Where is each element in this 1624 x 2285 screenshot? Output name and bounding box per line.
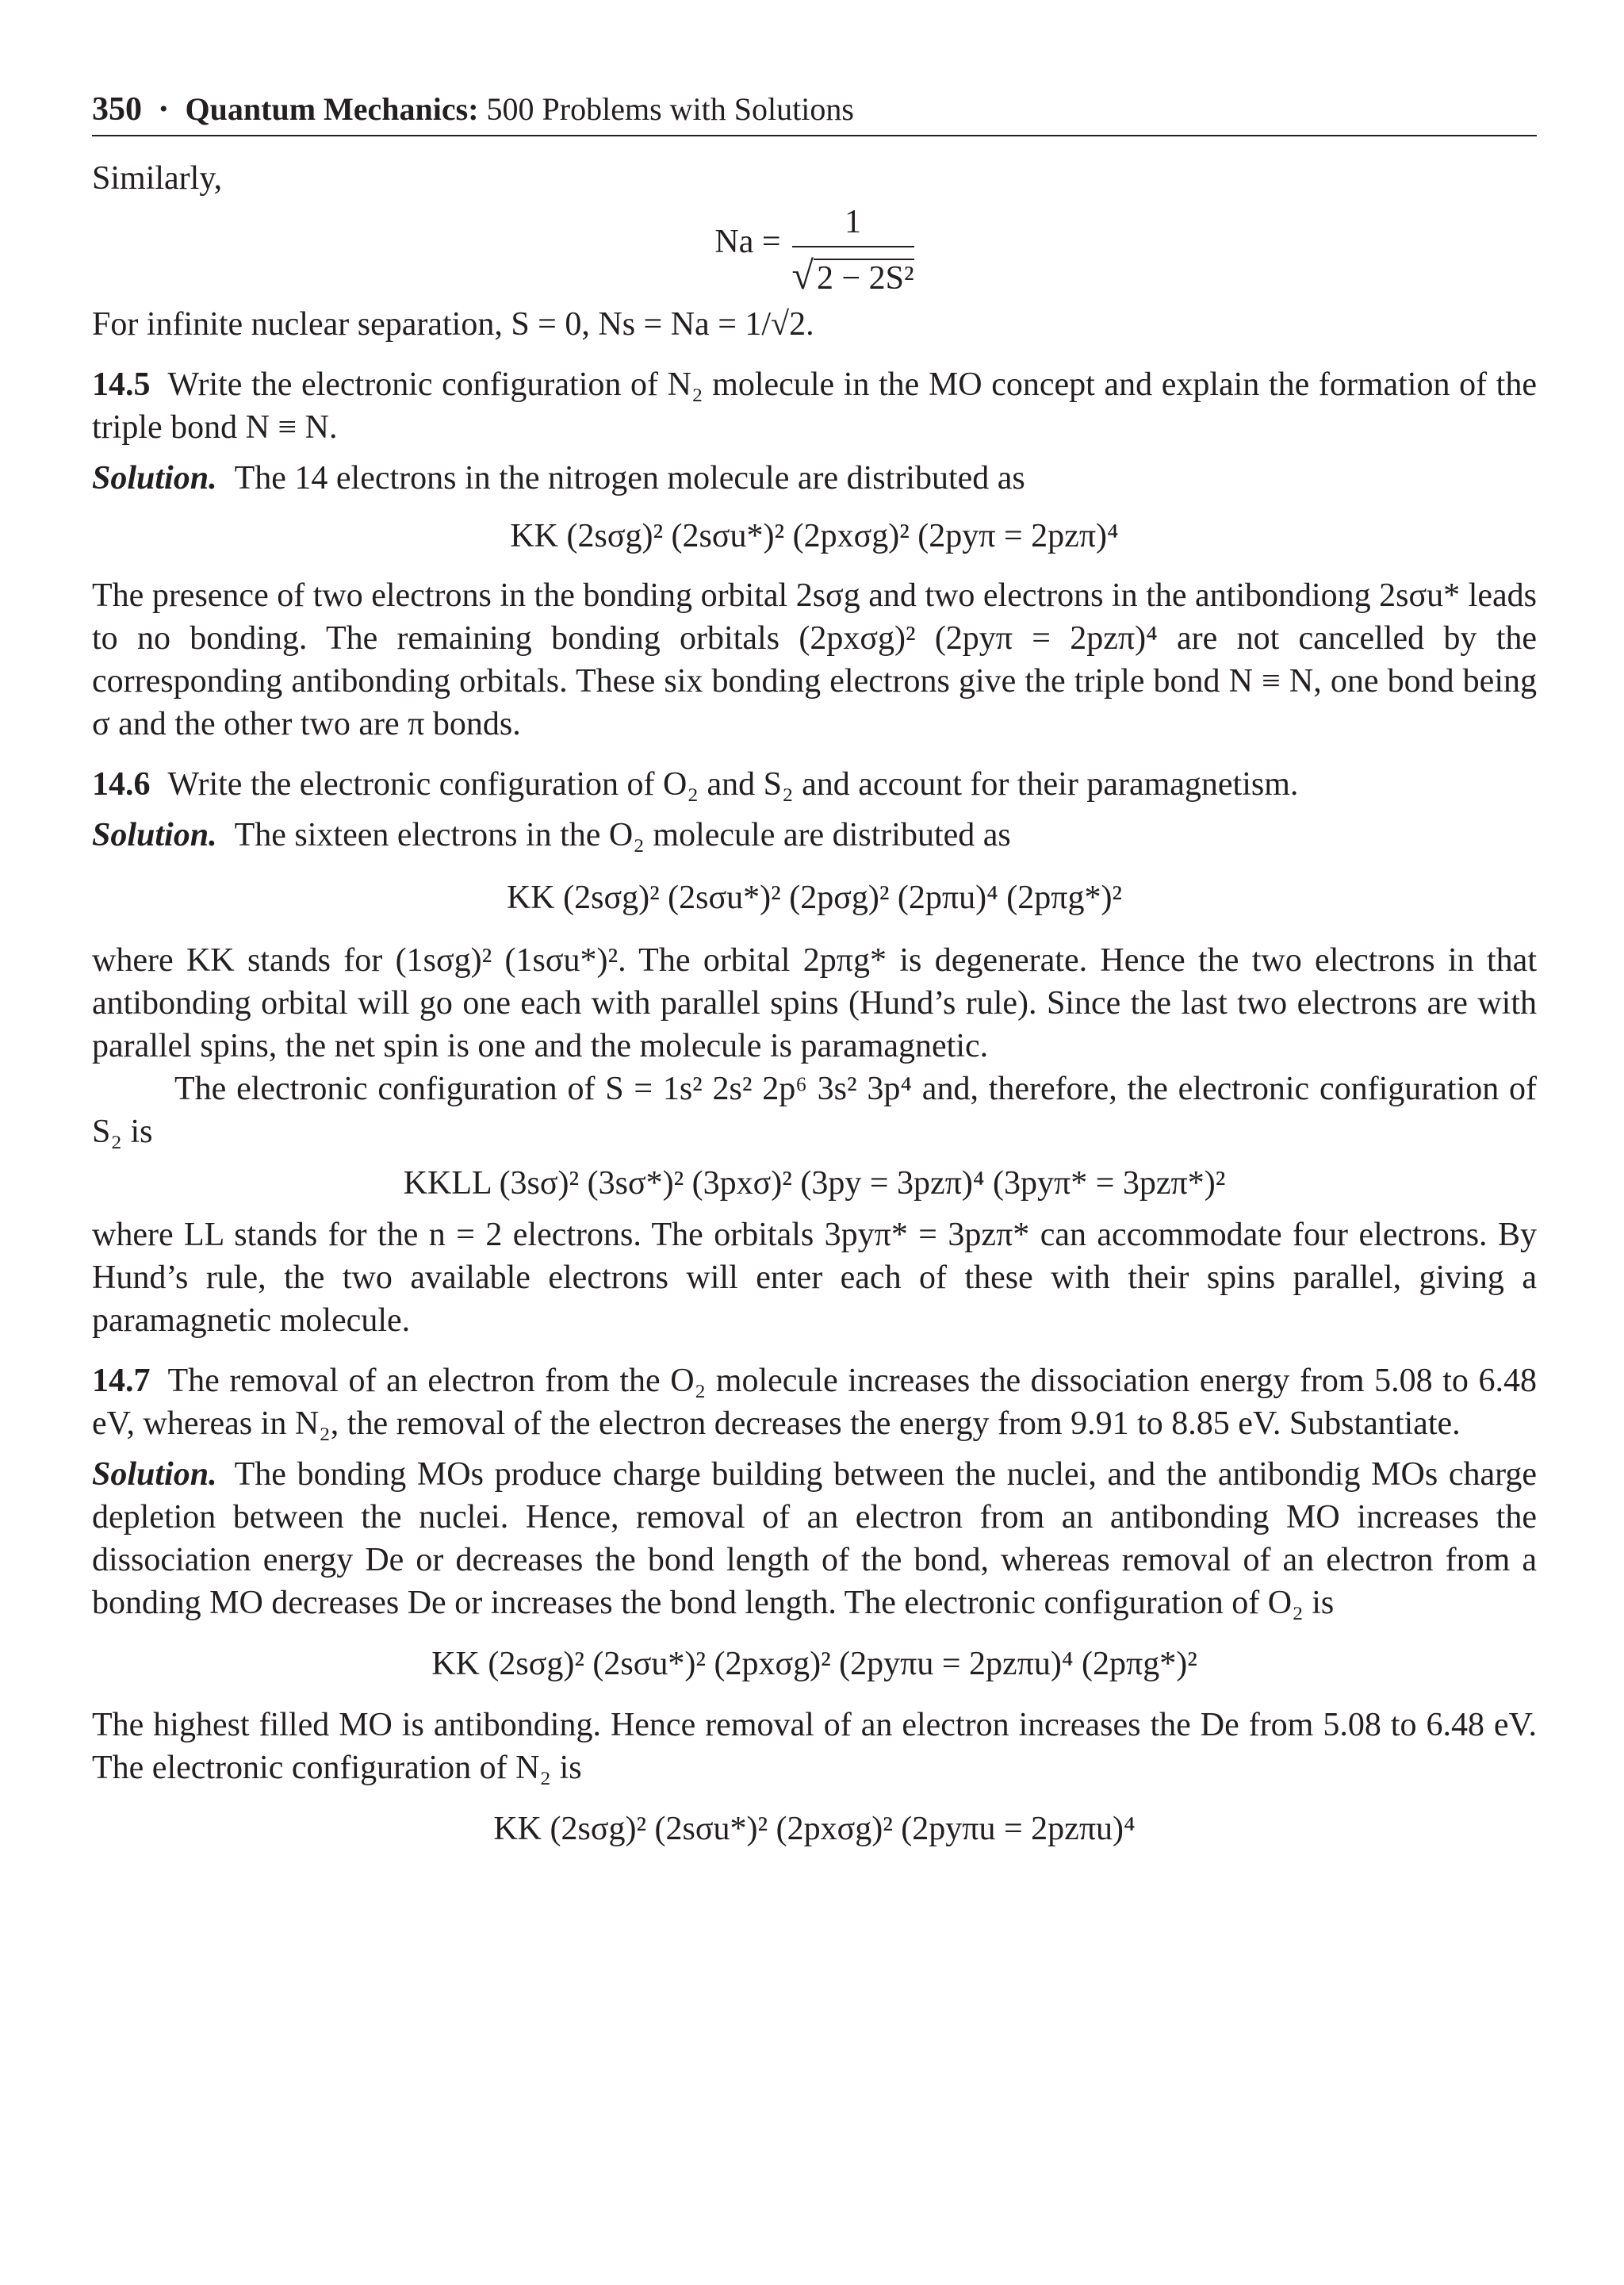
solution-14-5	[92, 457, 1537, 500]
book-title: Quantum Mechanics:	[185, 91, 479, 127]
n2-configuration-equation: KK (2sσg)² (2sσu*)² (2pxσg)² (2pyπ = 2pzπ)⁴	[510, 518, 1119, 554]
na-denominator: 2 − 2S²	[814, 259, 914, 297]
header-bullet: •	[159, 96, 168, 122]
book-page	[92, 91, 1537, 1848]
infinite-separation-text: For infinite nuclear separation, S = 0, Ns = Na = 1/√2.	[92, 306, 814, 343]
o2-configuration-equation: KK (2sσg)² (2sσu*)² (2pσg)² (2pπu)⁴ (2pπg*)²	[506, 880, 1123, 916]
page-number: 350	[92, 91, 142, 128]
na-numerator: 1	[845, 204, 862, 240]
problem-number: 14.7	[92, 1363, 151, 1399]
solution-label: Solution.	[92, 460, 217, 496]
running-header	[92, 91, 1537, 136]
similarly-text: Similarly,	[92, 160, 223, 197]
sulfur-configuration-text: The electronic configuration of S = 1s² 2s² 2p⁶ 3s² 3p⁴ and, therefore, the electronic configuration of S₂ is	[92, 1071, 1537, 1150]
problem-14-7	[92, 1359, 1537, 1445]
solution-14-7	[92, 1453, 1537, 1624]
na-equation	[92, 203, 1537, 298]
ll-explanation: where LL stands for the n = 2 electrons. The orbitals 3pyπ* = 3pzπ* can accommodate four electrons. By Hund’s rule, the two available electrons will enter each of these with their spins parallel, giving a paramagnetic molecule.	[92, 1217, 1537, 1339]
o2-configuration-equation-2: KK (2sσg)² (2sσu*)² (2pxσg)² (2pyπu = 2pzπu)⁴ (2pπg*)²	[431, 1646, 1197, 1682]
na-lhs: Na =	[714, 223, 781, 260]
solution-text: The bonding MOs produce charge building between the nuclei, and the antibondig MOs charge depletion between the nuclei. Hence, removal of an electron from an antibonding MO increases the dissociation energy De or decreases the bond length of the bond, whereas removal of an electron from a bonding MO decreases De or increases the bond length. The electronic configuration of O₂ is	[92, 1456, 1537, 1621]
problem-question: Write the electronic configuration of O₂ and S₂ and account for their paramagnetism.	[167, 766, 1299, 803]
book-subtitle: 500 Problems with Solutions	[486, 91, 854, 127]
solution-14-6	[92, 814, 1537, 857]
problem-number: 14.5	[92, 366, 151, 403]
problem-14-6	[92, 763, 1537, 806]
solution-label: Solution.	[92, 817, 217, 853]
problem-question: The removal of an electron from the O₂ molecule increases the dissociation energy from 5.08 to 6.48 eV, whereas in N₂, the removal of the electron decreases the energy from 9.91 to 8.85 eV. Substantiate.	[92, 1363, 1537, 1442]
solution-intro: The 14 electrons in the nitrogen molecule are distributed as	[234, 460, 1025, 496]
problem-question: Write the electronic configuration of N₂ molecule in the MO concept and explain the formation of the triple bond N ≡ N.	[92, 366, 1537, 446]
highest-mo-text: The highest filled MO is antibonding. Hence removal of an electron increases the De from 5.08 to 6.48 eV. The electronic configuration of N₂ is	[92, 1707, 1537, 1786]
na-fraction: $\frac{1}{\text{√2 − 2S²}}$	[791, 204, 914, 297]
solution-intro: The sixteen electrons in the O₂ molecule are distributed as	[234, 817, 1011, 853]
solution-label: Solution.	[92, 1456, 217, 1493]
problem-number: 14.6	[92, 766, 151, 803]
n2-explanation: The presence of two electrons in the bonding orbital 2sσg and two electrons in the antibondiong 2sσu* leads to no bonding. The remaining bonding orbitals (2pxσg)² (2pyπ = 2pzπ)⁴ are not cancelled by the corresponding antibonding orbitals. These six bonding electrons give the triple bond N ≡ N, one bond being σ and the other two are π bonds.	[92, 577, 1537, 742]
n2-configuration-equation-2: KK (2sσg)² (2sσu*)² (2pxσg)² (2pyπu = 2pzπu)⁴	[493, 1811, 1136, 1847]
s2-configuration-equation: KKLL (3sσ)² (3sσ*)² (3pxσ)² (3py = 3pzπ)⁴ (3pyπ* = 3pzπ*)²	[403, 1165, 1226, 1202]
kk-explanation: where KK stands for (1sσg)² (1sσu*)². The orbital 2pπg* is degenerate. Hence the two electrons in that antibonding orbital will go one each with parallel spins (Hund’s rule). Since the last two electrons are with parallel spins, the net spin is one and the molecule is paramagnetic.	[92, 942, 1537, 1064]
problem-14-5	[92, 363, 1537, 449]
